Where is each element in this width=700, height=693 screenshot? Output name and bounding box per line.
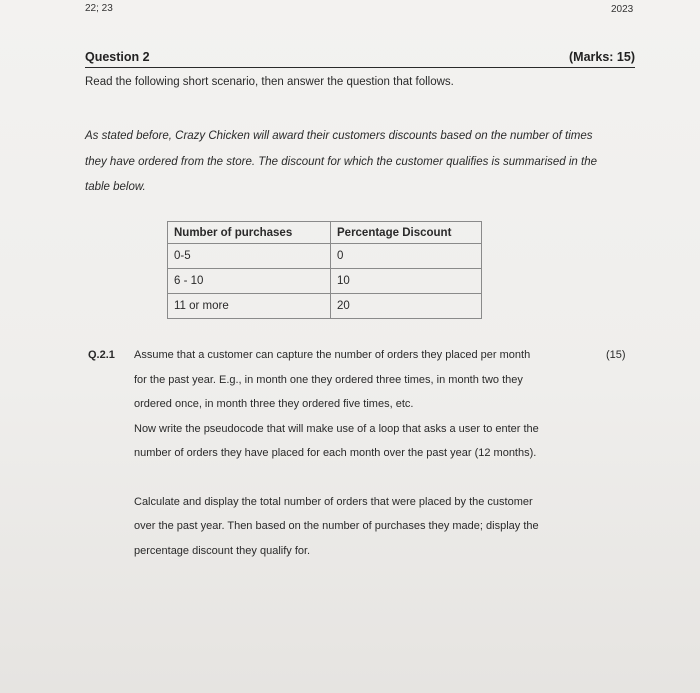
table-cell: 10 (331, 269, 482, 294)
subquestion-line: Calculate and display the total number of orders that were placed by the customer (134, 495, 533, 508)
subquestion-line: percentage discount they qualify for. (134, 544, 311, 557)
table-row (168, 294, 482, 319)
table-cell: 0-5 (168, 244, 331, 269)
subquestion-line: number of orders they have placed for each month over the past year (12 months). (134, 447, 537, 459)
subquestion-marks: (15) (606, 349, 626, 361)
subquestion-line: for the past year. E.g., in month one they ordered three times, in month two they (134, 373, 523, 386)
page-header-year: 2023 (611, 4, 634, 15)
scenario-line: table below. (85, 181, 146, 193)
question-title: Question 2 (85, 50, 150, 64)
column-header-discount: Percentage Discount (331, 222, 482, 244)
table-row (168, 244, 482, 269)
subquestion-line: ordered once, in month three they ordered five times, etc. (134, 398, 414, 410)
question-intro: Read the following short scenario, then answer the question that follows. (85, 76, 454, 88)
subquestion-line: over the past year. Then based on the number of purchases they made; display the (134, 520, 539, 532)
question-marks: (Marks: 15) (569, 50, 635, 64)
subquestion-body (134, 343, 604, 563)
page-header-left: 22; 23 (85, 3, 113, 14)
question-heading-row (85, 50, 635, 68)
discount-table (167, 221, 482, 319)
scenario-line: As stated before, Crazy Chicken will award their customers discounts based on the number of times (85, 130, 593, 142)
table-header-row (168, 222, 482, 244)
table-cell: 20 (331, 294, 482, 319)
paragraph-gap (134, 466, 604, 490)
table-cell: 6 - 10 (168, 269, 331, 294)
subquestion-line: Assume that a customer can capture the number of orders they placed per month (134, 349, 531, 361)
scenario-text (85, 124, 645, 201)
subquestion-number: Q.2.1 (88, 349, 115, 361)
scenario-line: they have ordered from the store. The discount for which the customer qualifies is summarised in the (85, 155, 597, 168)
table-cell: 0 (331, 244, 482, 269)
column-header-purchases: Number of purchases (168, 222, 331, 244)
table-cell: 11 or more (168, 294, 331, 319)
subquestion-line: Now write the pseudocode that will make use of a loop that asks a user to enter the (134, 422, 539, 435)
table-row (168, 269, 482, 294)
